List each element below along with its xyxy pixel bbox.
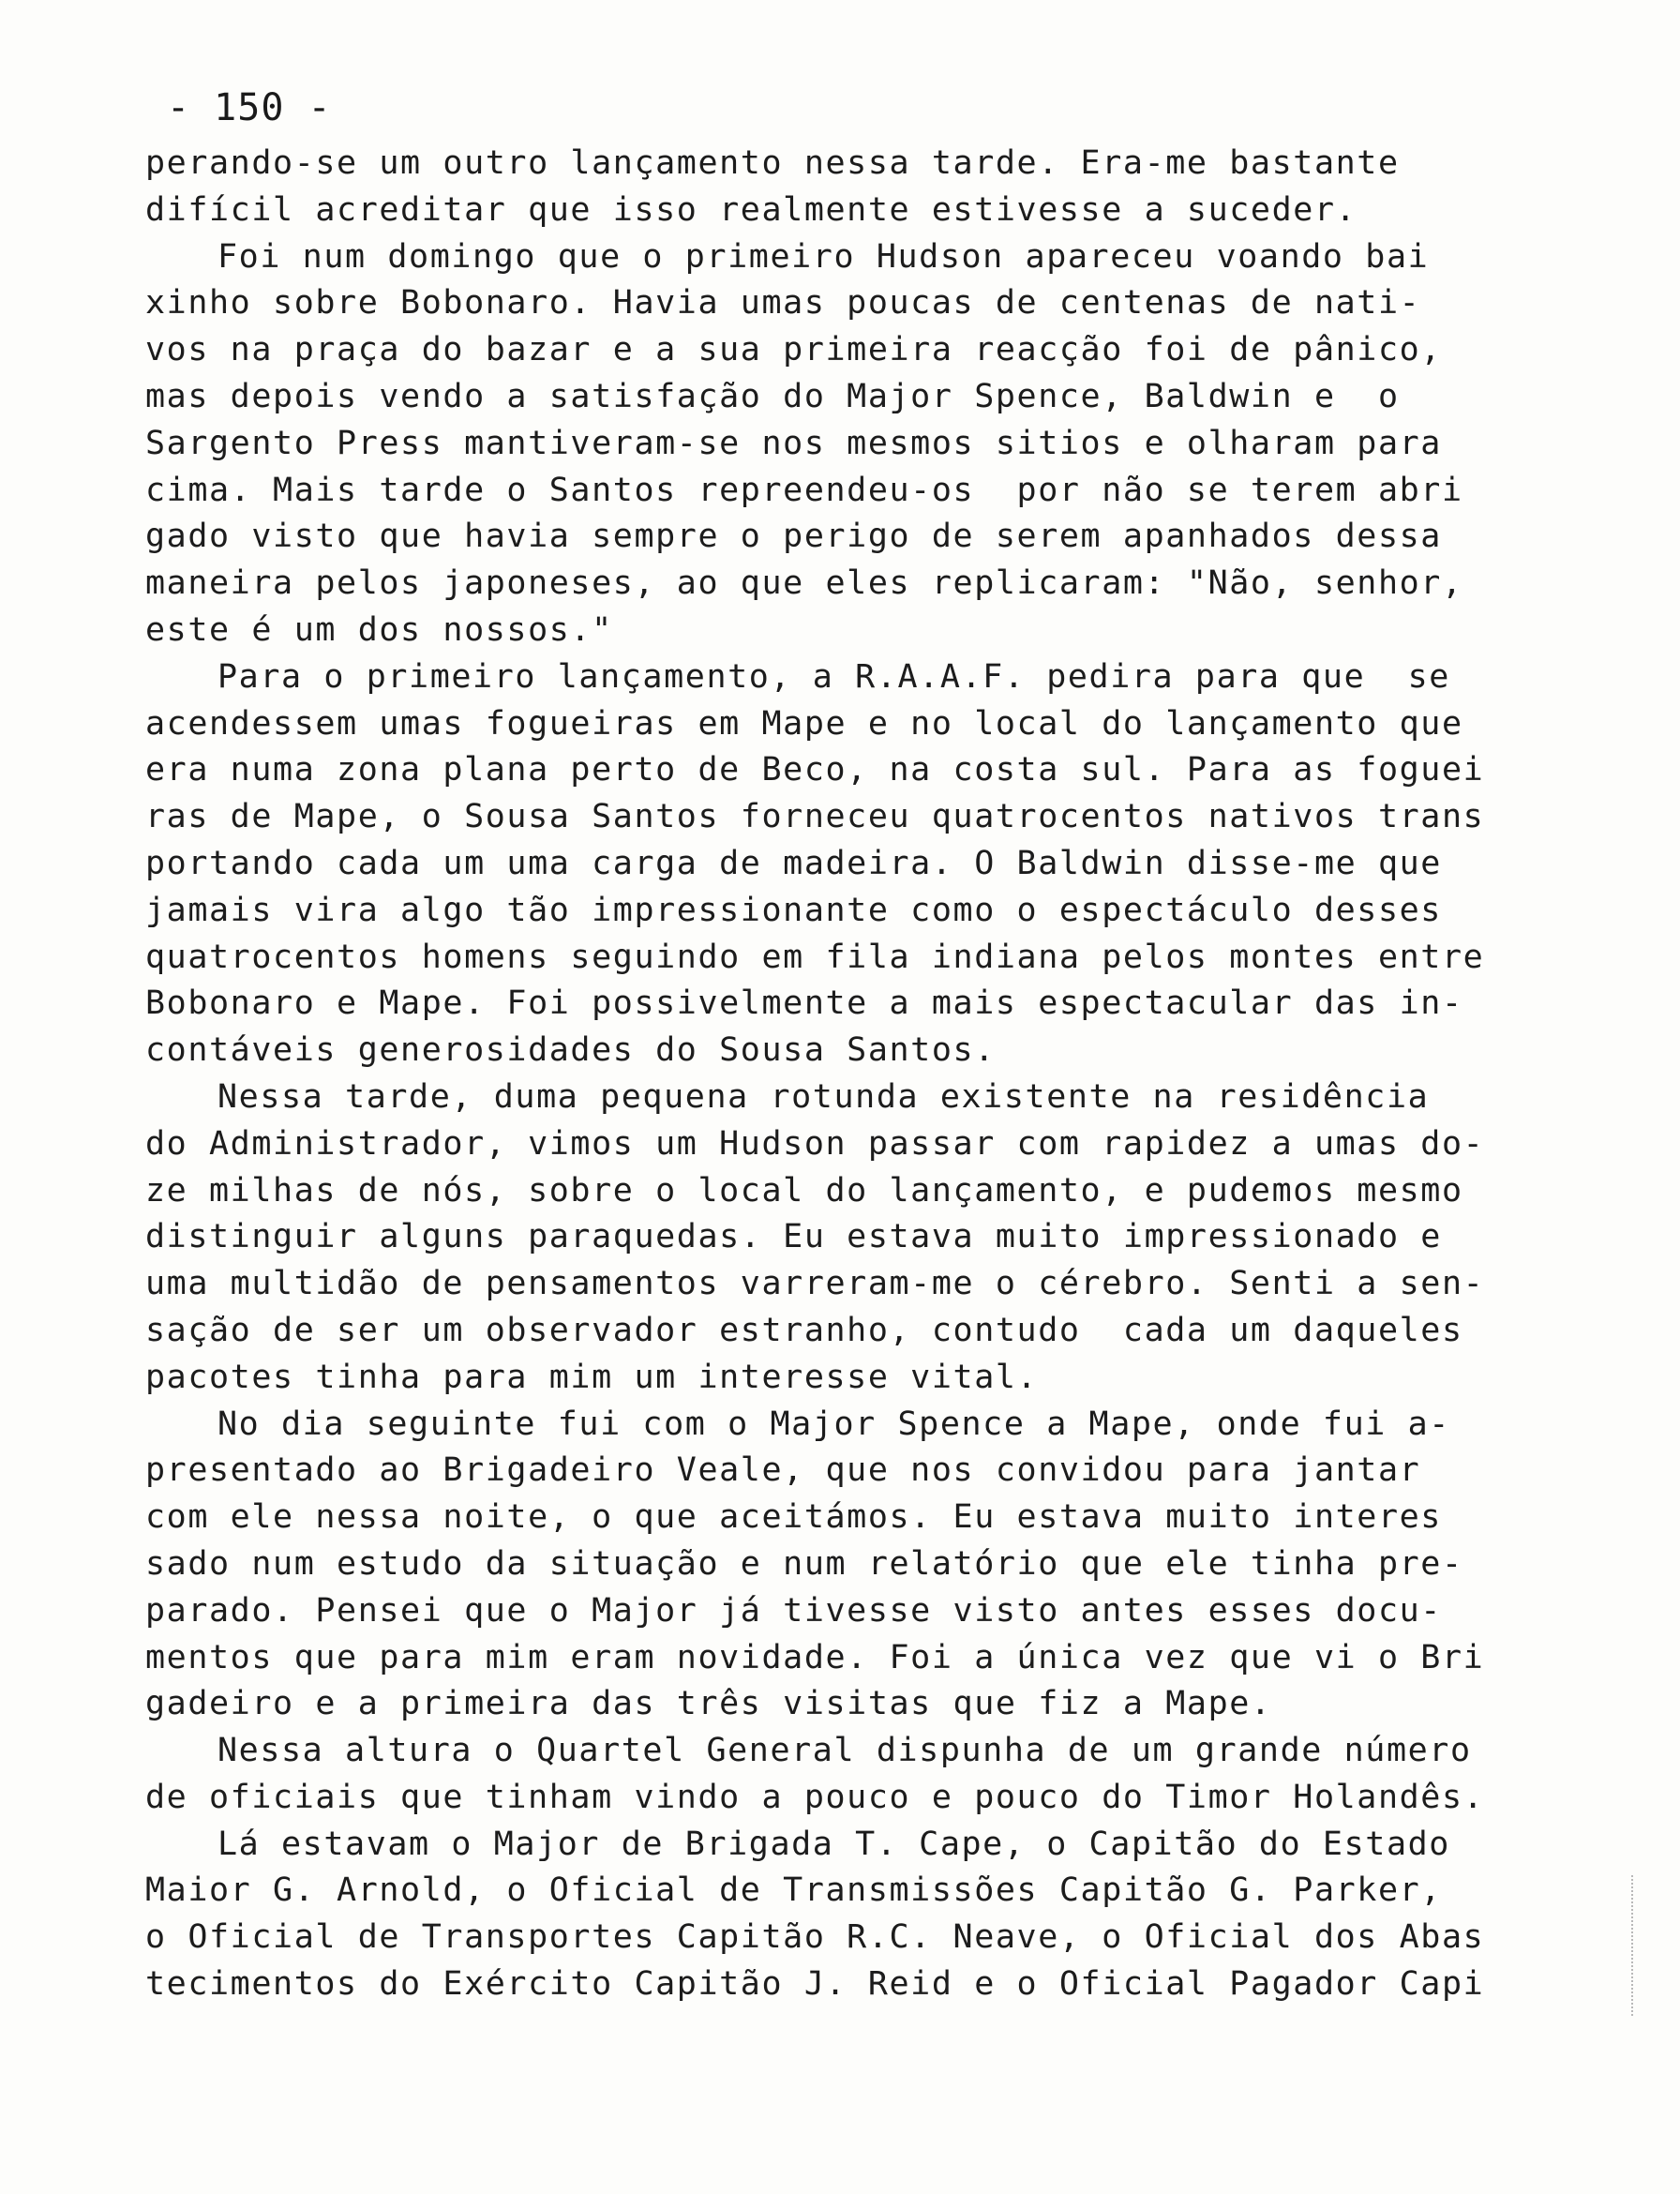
text-line: difícil acreditar que isso realmente estivesse a suceder. — [145, 190, 1358, 229]
text-line: contáveis generosidades do Sousa Santos. — [145, 1031, 996, 1070]
text-line: jamais vira algo tão impressionante como o espectáculo desses — [145, 891, 1442, 929]
text-line: acendessem umas fogueiras em Mape e no local do lançamento que — [145, 704, 1463, 743]
body-text — [145, 141, 1608, 2008]
text-line: presentado ao Brigadeiro Veale, que nos convidou para jantar — [145, 1451, 1421, 1490]
text-line: Nessa altura o Quartel General dispunha de um grande número — [218, 1732, 1472, 1770]
text-line: Lá estavam o Major de Brigada T. Cape, o Capitão do Estado — [218, 1825, 1450, 1863]
text-line: gado visto que havia sempre o perigo de serem apanhados dessa — [145, 518, 1442, 556]
text-line: o Oficial de Transportes Capitão R.C. Neave, o Oficial dos Abas — [145, 1918, 1485, 1957]
text-line: distinguir alguns paraquedas. Eu estava muito impressionado e — [145, 1218, 1442, 1256]
text-line: No dia seguinte fui com o Major Spence a Mape, onde fui a- — [218, 1405, 1450, 1443]
text-line: ras de Mape, o Sousa Santos forneceu quatrocentos nativos trans — [145, 798, 1485, 836]
text-line: vos na praça do bazar e a sua primeira reacção foi de pânico, — [145, 331, 1442, 369]
text-line: de oficiais que tinham vindo a pouco e pouco do Timor Holandês. — [145, 1778, 1485, 1816]
text-line: parado. Pensei que o Major já tivesse visto antes esses docu- — [145, 1591, 1442, 1630]
text-line: ze milhas de nós, sobre o local do lançamento, e pudemos mesmo — [145, 1171, 1463, 1210]
text-line: mas depois vendo a satisfação do Major Spence, Baldwin e o — [145, 377, 1400, 415]
text-line: quatrocentos homens seguindo em fila indiana pelos montes entre — [145, 938, 1485, 976]
text-line: xinho sobre Bobonaro. Havia umas poucas de centenas de nati- — [145, 284, 1421, 323]
text-line: sado num estudo da situação e num relatório que ele tinha pre- — [145, 1544, 1463, 1583]
text-line: cima. Mais tarde o Santos repreendeu-os por não se terem abri — [145, 471, 1463, 509]
text-line: este é um dos nossos." — [145, 610, 613, 649]
text-line: Foi num domingo que o primeiro Hudson apareceu voando bai — [218, 237, 1430, 276]
text-line: Maior G. Arnold, o Oficial de Transmissões Capitão G. Parker, — [145, 1871, 1442, 1910]
text-line: mentos que para mim eram novidade. Foi a única vez que vi o Bri — [145, 1638, 1485, 1676]
text-line: Para o primeiro lançamento, a R.A.A.F. pedira para que se — [218, 657, 1450, 696]
text-line: era numa zona plana perto de Beco, na costa sul. Para as foguei — [145, 751, 1485, 789]
margin-mark — [1631, 1875, 1635, 2016]
text-line: do Administrador, vimos um Hudson passar com rapidez a umas do- — [145, 1124, 1485, 1163]
text-line: com ele nessa noite, o que aceitámos. Eu estava muito interes — [145, 1498, 1442, 1537]
text-line: Bobonaro e Mape. Foi possivelmente a mais espectacular das in- — [145, 984, 1463, 1023]
text-line: gadeiro e a primeira das três visitas que fiz a Mape. — [145, 1685, 1272, 1723]
page-number: - 150 - — [167, 86, 332, 129]
text-line: Sargento Press mantiveram-se nos mesmos sitios e olharam para — [145, 424, 1442, 462]
text-line: perando-se um outro lançamento nessa tarde. Era-me bastante — [145, 144, 1400, 182]
text-line: portando cada um uma carga de madeira. O Baldwin disse-me que — [145, 844, 1442, 882]
text-line: tecimentos do Exército Capitão J. Reid e o Oficial Pagador Capi — [145, 1965, 1485, 2004]
text-line: maneira pelos japoneses, ao que eles replicaram: "Não, senhor, — [145, 564, 1463, 603]
text-line: pacotes tinha para mim um interesse vital. — [145, 1358, 1039, 1396]
text-line: Nessa tarde, duma pequena rotunda existente na residência — [218, 1077, 1430, 1116]
text-line: uma multidão de pensamentos varreram-me o cérebro. Senti a sen- — [145, 1265, 1485, 1303]
text-line: sação de ser um observador estranho, contudo cada um daqueles — [145, 1311, 1463, 1349]
